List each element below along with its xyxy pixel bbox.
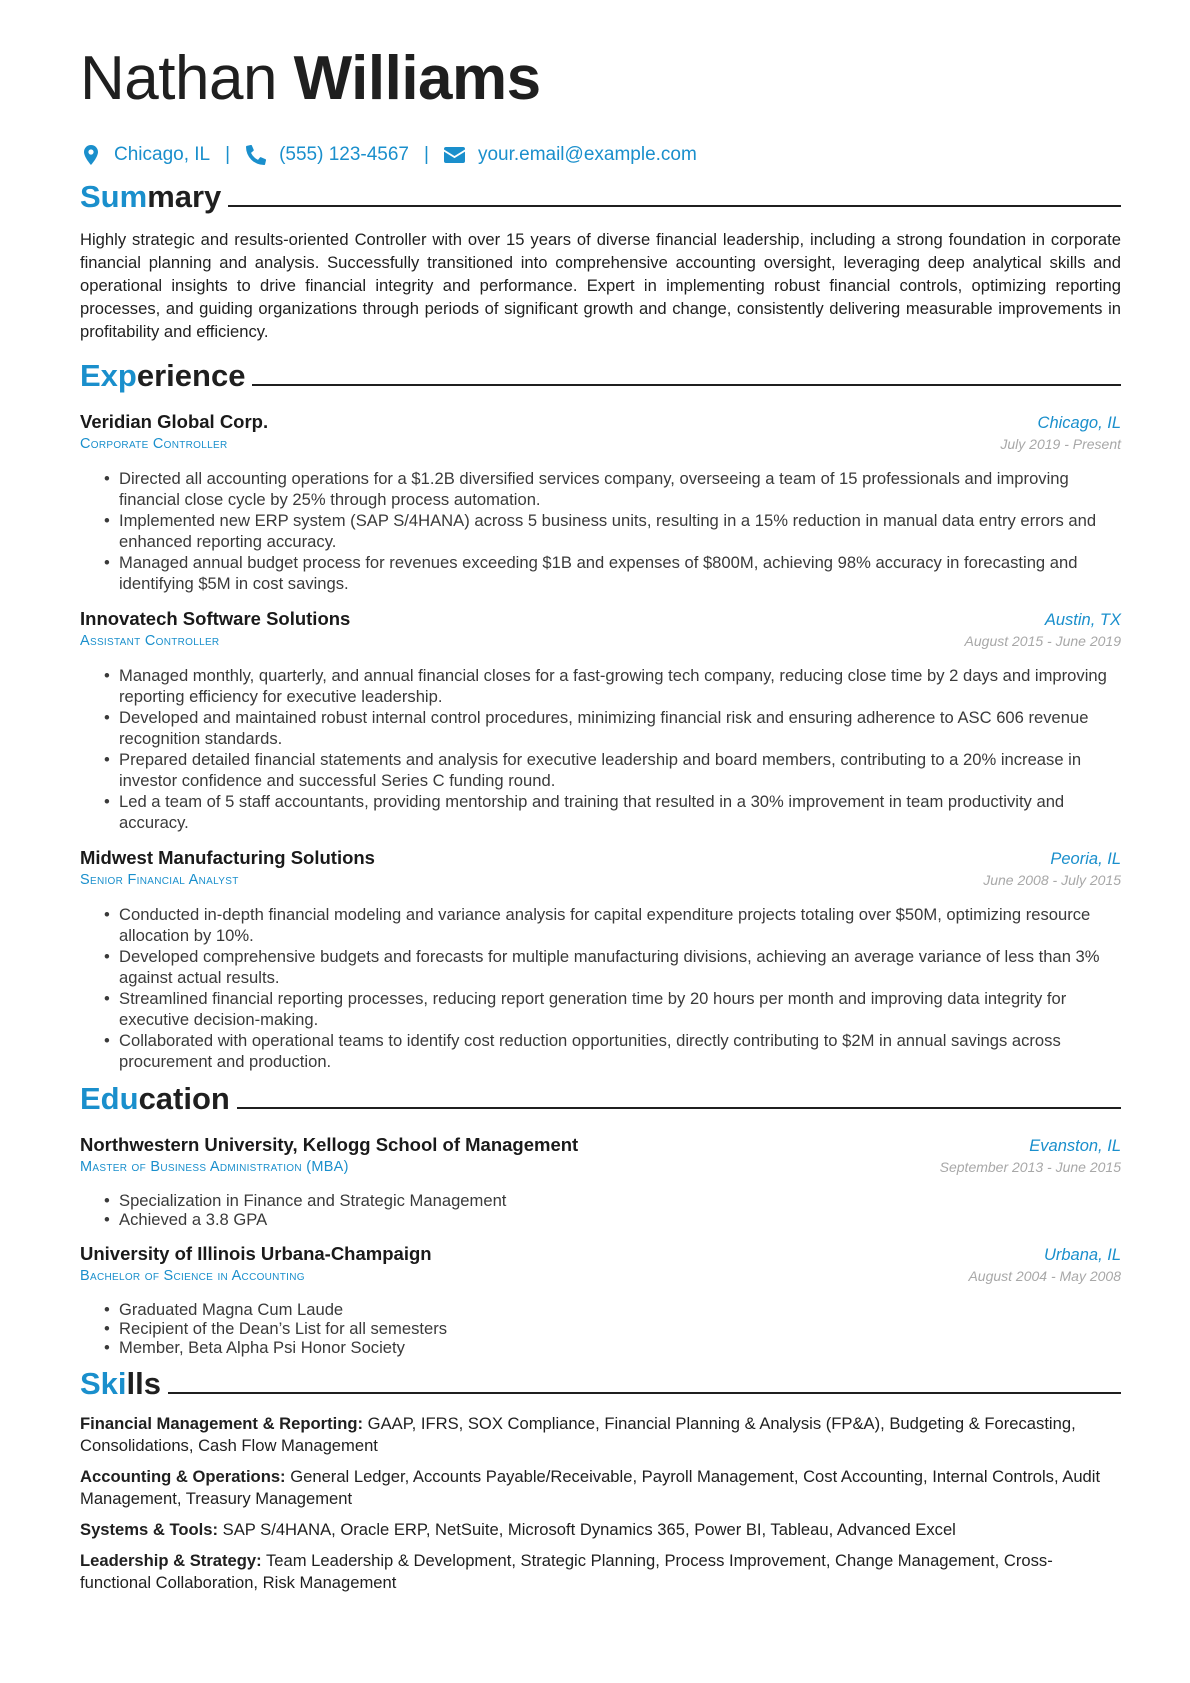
list-item: • Managed annual budget process for revenues exceeding $1B and expenses of $800M, achieving 98% accuracy in forecasting and identifying $5M in cost savings. xyxy=(104,552,1121,594)
school-dates: August 2004 - May 2008 xyxy=(968,1268,1121,1284)
section-title xyxy=(80,357,245,395)
school-name: Northwestern University, Kellogg School of Management xyxy=(80,1134,579,1155)
list-item: • Member, Beta Alpha Psi Honor Society xyxy=(104,1338,1121,1357)
list-item: • Prepared detailed financial statements and analysis for executive leadership and board members, contributing to a 20% increase in investor confidence and successful Series C funding round. xyxy=(104,749,1121,791)
skill-values: General Ledger, Accounts Payable/Receivable, Payroll Management, Cost Accounting, Internal Controls, Audit Management, Treasury Management xyxy=(80,1467,1101,1508)
degree-title: Bachelor of Science in Accounting xyxy=(80,1268,305,1284)
job-dates: June 2008 - July 2015 xyxy=(983,872,1121,888)
section-rule xyxy=(237,1107,1121,1109)
skill-values: GAAP, IFRS, SOX Compliance, Financial Planning & Analysis (FP&A), Budgeting & Forecasting, Consolidations, Cash Flow Management xyxy=(80,1414,1076,1455)
section-title-rest: erience xyxy=(136,358,246,393)
company-name: Innovatech Software Solutions xyxy=(80,608,351,629)
section-title-accent: Exp xyxy=(80,358,137,393)
contact-phone[interactable] xyxy=(245,144,409,166)
phone-icon xyxy=(245,144,267,166)
list-item: • Specialization in Finance and Strategic Management xyxy=(104,1191,1121,1210)
skill-category: Financial Management & Reporting: xyxy=(80,1414,364,1433)
degree-title: Master of Business Administration (MBA) xyxy=(80,1159,349,1175)
map-marker-icon xyxy=(80,144,102,166)
contact-separator: | xyxy=(424,144,429,165)
section-title-accent: Ski xyxy=(80,1366,127,1401)
list-item: • Led a team of 5 staff accountants, providing mentorship and training that resulted in a 30% improvement in team productivity and accuracy. xyxy=(104,791,1121,833)
school-name: University of Illinois Urbana-Champaign xyxy=(80,1243,432,1264)
contact-bar xyxy=(80,140,1121,170)
candidate-name xyxy=(80,42,1121,116)
job-bullets xyxy=(104,665,1121,833)
first-name: Nathan xyxy=(80,44,277,113)
experience-heading xyxy=(80,351,1121,395)
job-title: Corporate Controller xyxy=(80,436,228,452)
school-dates: September 2013 - June 2015 xyxy=(939,1159,1121,1175)
skill-group xyxy=(80,1550,1121,1594)
phone-text[interactable]: (555) 123-4567 xyxy=(279,144,409,165)
list-item: • Managed monthly, quarterly, and annual financial closes for a fast-growing tech company, reducing close time by 2 days and improving reporting efficiency for executive leadership. xyxy=(104,665,1121,707)
section-rule xyxy=(252,384,1121,386)
skill-group xyxy=(80,1519,1121,1541)
school-location: Evanston, IL xyxy=(1029,1137,1121,1155)
list-item: • Developed and maintained robust internal control procedures, minimizing financial risk and ensuring adherence to ASC 606 revenue recognition standards. xyxy=(104,707,1121,749)
job-title: Senior Financial Analyst xyxy=(80,872,239,888)
skill-category: Systems & Tools: xyxy=(80,1520,219,1539)
location-text: Chicago, IL xyxy=(114,144,211,165)
contact-separator: | xyxy=(225,144,231,165)
resume-page xyxy=(80,42,1121,1594)
skills-heading xyxy=(80,1359,1121,1403)
company-name: Midwest Manufacturing Solutions xyxy=(80,847,375,868)
list-item: • Collaborated with operational teams to identify cost reduction opportunities, directly contributing to $2M in annual savings across procurement and production. xyxy=(104,1030,1121,1072)
job-location: Peoria, IL xyxy=(1050,850,1121,868)
skill-group xyxy=(80,1413,1121,1457)
job-dates: August 2015 - June 2019 xyxy=(964,633,1121,649)
section-title xyxy=(80,1365,161,1403)
job-dates: July 2019 - Present xyxy=(1000,436,1121,452)
company-name: Veridian Global Corp. xyxy=(80,411,269,432)
section-title xyxy=(80,1080,230,1118)
education-bullets xyxy=(104,1191,1121,1229)
skill-values: SAP S/4HANA, Oracle ERP, NetSuite, Microsoft Dynamics 365, Power BI, Tableau, Advanced Excel xyxy=(218,1520,956,1539)
skill-values: Team Leadership & Development, Strategic Planning, Process Improvement, Change Management, Cross-functional Collaboration, Risk Management xyxy=(80,1551,1053,1592)
school-location: Urbana, IL xyxy=(1043,1246,1121,1264)
skill-group xyxy=(80,1466,1121,1510)
last-name: Williams xyxy=(293,44,541,113)
list-item: • Implemented new ERP system (SAP S/4HANA) across 5 business units, resulting in a 15% reduction in manual data entry errors and enhanced reporting accuracy. xyxy=(104,510,1121,552)
contact-location xyxy=(80,144,210,166)
experience-entry xyxy=(80,843,1121,1072)
job-location: Austin, TX xyxy=(1044,611,1121,629)
list-item: • Streamlined financial reporting processes, reducing report generation time by 20 hours per month and improving data integrity for executive decision-making. xyxy=(104,988,1121,1030)
summary-heading xyxy=(80,172,1121,216)
skills-list xyxy=(80,1413,1121,1594)
job-bullets xyxy=(104,904,1121,1072)
section-title-rest: mary xyxy=(147,179,222,214)
skill-category: Accounting & Operations: xyxy=(80,1467,286,1486)
skill-category: Leadership & Strategy: xyxy=(80,1551,262,1570)
section-title xyxy=(80,178,221,216)
education-entry xyxy=(80,1239,1121,1357)
contact-email[interactable] xyxy=(444,144,697,166)
email-link[interactable]: your.email@example.com xyxy=(477,144,697,165)
section-title-rest: lls xyxy=(126,1366,161,1401)
section-rule xyxy=(228,205,1121,207)
list-item: • Developed comprehensive budgets and forecasts for multiple manufacturing divisions, achieving an average variance of less than 3% against actual results. xyxy=(104,946,1121,988)
experience-entry xyxy=(80,407,1121,594)
list-item: • Recipient of the Dean’s List for all semesters xyxy=(104,1319,1121,1338)
job-bullets xyxy=(104,468,1121,594)
education-entry xyxy=(80,1130,1121,1229)
job-title: Assistant Controller xyxy=(80,633,220,649)
list-item: • Graduated Magna Cum Laude xyxy=(104,1300,1121,1319)
list-item: • Achieved a 3.8 GPA xyxy=(104,1210,1121,1229)
job-location: Chicago, IL xyxy=(1037,414,1121,432)
list-item: • Conducted in-depth financial modeling and variance analysis for capital expenditure projects totaling over $50M, optimizing resource allocation by 10%. xyxy=(104,904,1121,946)
section-rule xyxy=(168,1392,1121,1394)
education-bullets xyxy=(104,1300,1121,1357)
experience-entry xyxy=(80,604,1121,833)
envelope-icon xyxy=(444,144,466,166)
summary-text: Highly strategic and results-oriented Controller with over 15 years of diverse financial leadership, including a strong foundation in corporate financial planning and analysis. Successfully transitioned into comprehensive accounting oversight, leveraging deep analytical skills and operational insights to drive financial integrity and performance. Expert in implementing robust financial controls, optimizing reporting processes, and guiding organizations through periods of significant growth and change, consistently delivering measurable improvements in profitability and efficiency. xyxy=(80,230,1121,341)
section-title-accent: Edu xyxy=(80,1081,139,1116)
section-title-rest: cation xyxy=(138,1081,230,1116)
education-heading xyxy=(80,1074,1121,1118)
section-title-accent: Sum xyxy=(80,179,148,214)
list-item: • Directed all accounting operations for a $1.2B diversified services company, overseeing a team of 15 professionals and improving financial close cycle by 25% through process automation. xyxy=(104,468,1121,510)
